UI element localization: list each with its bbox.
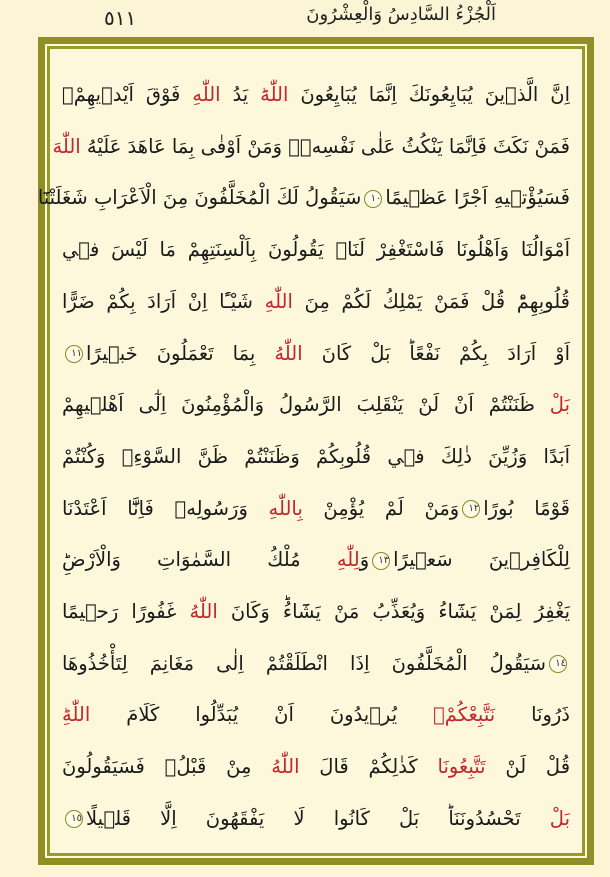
highlighted-word: لِلّٰهِ (336, 548, 360, 572)
text-line (62, 282, 570, 322)
verse-text: غَفُورًا رَح۪يمًا (62, 600, 190, 624)
highlighted-word: بَلْ (549, 393, 570, 417)
verse-text: ذَرُونَا (495, 703, 570, 727)
highlighted-word: اللّٰهِؕ (62, 703, 91, 727)
text-line (52, 127, 570, 167)
highlighted-word: بِاللّٰهِ (268, 496, 303, 520)
page-number: ٥١١ (104, 6, 137, 30)
highlighted-word: اللّٰهِ (264, 289, 293, 313)
text-line (62, 334, 570, 374)
text-line (62, 644, 570, 684)
verse-text: قَوْمًا بُورًا (483, 496, 570, 520)
verse-text: وَ (359, 548, 370, 572)
verse-text: فَسَيُؤْت۪يهِ اَجْرًا عَظ۪يمًا (385, 186, 570, 210)
verse-text: مُلْكُ السَّمٰوَاتِ وَالْاَرْضِؕ (62, 548, 337, 572)
highlighted-word: اللّٰهُ (274, 341, 303, 365)
verse-text: وَرَسُولِه۪ فَاِنَّٓا اَعْتَدْنَا (62, 496, 269, 520)
text-line (62, 540, 570, 580)
text-panel (37, 46, 585, 856)
verse-text: سَيَقُولُ الْمُخَلَّفُونَ اِذَا انْطَلَقْتُمْ اِلٰى مَغَانِمَ لِتَأْخُذُوهَا (62, 651, 546, 675)
ayah-number-marker: ١٣ (372, 552, 390, 570)
ayah-number-marker: ١٢ (462, 500, 480, 518)
text-line (62, 695, 570, 735)
verse-text: قُلُوبِهِمْؕ قُلْ فَمَنْ يَمْلِكُ لَكُمْ مِنَ (292, 289, 571, 313)
juz-title: اَلْجُزْءُ السَّادِسُ وَالْعِشْرُونَ (306, 4, 496, 25)
highlighted-word: اللّٰهَ (52, 134, 81, 158)
text-line (62, 75, 570, 115)
verse-text: مِنْ قَبْلُۚ فَسَيَقُولُونَ (62, 755, 272, 779)
verse-text: بِمَا تَعْمَلُونَ خَب۪يرًا (86, 341, 275, 365)
highlighted-word: نَتَّبِعْكُمْۚ (433, 703, 496, 727)
verse-text: يَدُ (220, 83, 261, 106)
verse-text: اَبَدًا وَزُيِّنَ ذٰلِكَ ف۪ي قُلُوبِكُمْ وَظَنَنْتُمْ ظَنَّ السَّوْءِۚ وَكُنْتُمْ (62, 444, 570, 468)
highlighted-word: اللّٰهُ (189, 600, 218, 624)
text-line (62, 592, 570, 632)
text-line (62, 489, 570, 529)
page-frame (38, 37, 594, 865)
page-frame-gap (37, 44, 587, 858)
verse-text: اِنَّ الَّذ۪ينَ يُبَايِعُونَكَ اِنَّمَا يُبَايِعُونَ (288, 83, 570, 106)
verse-text: سَيَقُولُ لَكَ الْمُخَلَّفُونَ مِنَ الْاَعْرَابِ شَغَلَتْنَٓا (37, 186, 362, 210)
text-line (62, 747, 570, 787)
verse-text: فَمَنْ نَكَثَ فَاِنَّمَا يَنْكُثُ عَلٰى نَفْسِه۪ۚ وَمَنْ اَوْفٰى بِمَا عَاهَدَ عَلَيْهُ (80, 134, 570, 158)
text-line (37, 178, 570, 218)
ayah-number-marker: ١٠ (364, 190, 382, 208)
verse-text: اَوْ اَرَادَ بِكُمْ نَفْعًاؕ بَلْ كَانَ (302, 341, 571, 365)
verse-text: لِلْكَافِر۪ينَ سَع۪يرًا (393, 548, 570, 572)
text-line (62, 437, 570, 477)
verse-text: تَحْسُدُونَنَاؕ بَلْ كَانُوا لَا يَفْقَهُونَ اِلَّا قَل۪يلًا (86, 806, 550, 830)
highlighted-word: بَلْ (549, 806, 570, 830)
ayah-number-marker: ١١ (65, 345, 83, 363)
highlighted-word: اللّٰهَؕ (260, 83, 289, 106)
highlighted-word: اللّٰهُ (271, 755, 300, 779)
verse-text: شَيْـًٔا اِنْ اَرَادَ بِكُمْ ضَرًّا (62, 289, 265, 313)
verse-text: فَوْقَ اَيْد۪يهِمْۚ (62, 83, 193, 106)
verse-text: يُر۪يدُونَ اَنْ يُبَدِّلُوا كَلَامَ (90, 703, 434, 727)
quran-text (37, 75, 571, 839)
verse-text: يَغْفِرُ لِمَنْ يَشَٓاءُ وَيُعَذِّبُ مَنْ يَشَٓاءُؕ وَكَانَ (217, 600, 570, 624)
verse-text: ظَنَنْتُمْ اَنْ لَنْ يَنْقَلِبَ الرَّسُولُ وَالْمُؤْمِنُونَ اِلٰٓى اَهْل۪يهِمْ (62, 393, 550, 417)
ayah-number-marker: ١٤ (549, 655, 567, 673)
highlighted-word: تَتَّبِعُونَا (437, 755, 486, 779)
ayah-number-marker: ١٥ (65, 810, 83, 828)
text-line (62, 385, 570, 425)
verse-text: اَمْوَالُنَا وَاَهْلُونَا فَاسْتَغْفِرْ لَنَاۚ يَقُولُونَ بِاَلْسِنَتِهِمْ مَا لَيْسَ ف۪ي (62, 238, 570, 262)
highlighted-word: اللّٰهِ (192, 83, 221, 106)
text-line (62, 799, 570, 839)
verse-text: وَمَنْ لَمْ يُؤْمِنْ (302, 496, 460, 520)
verse-text: كَذٰلِكُمْ قَالَ (299, 755, 438, 779)
text-line (62, 230, 570, 270)
verse-text: قُلْ لَنْ (485, 755, 571, 779)
